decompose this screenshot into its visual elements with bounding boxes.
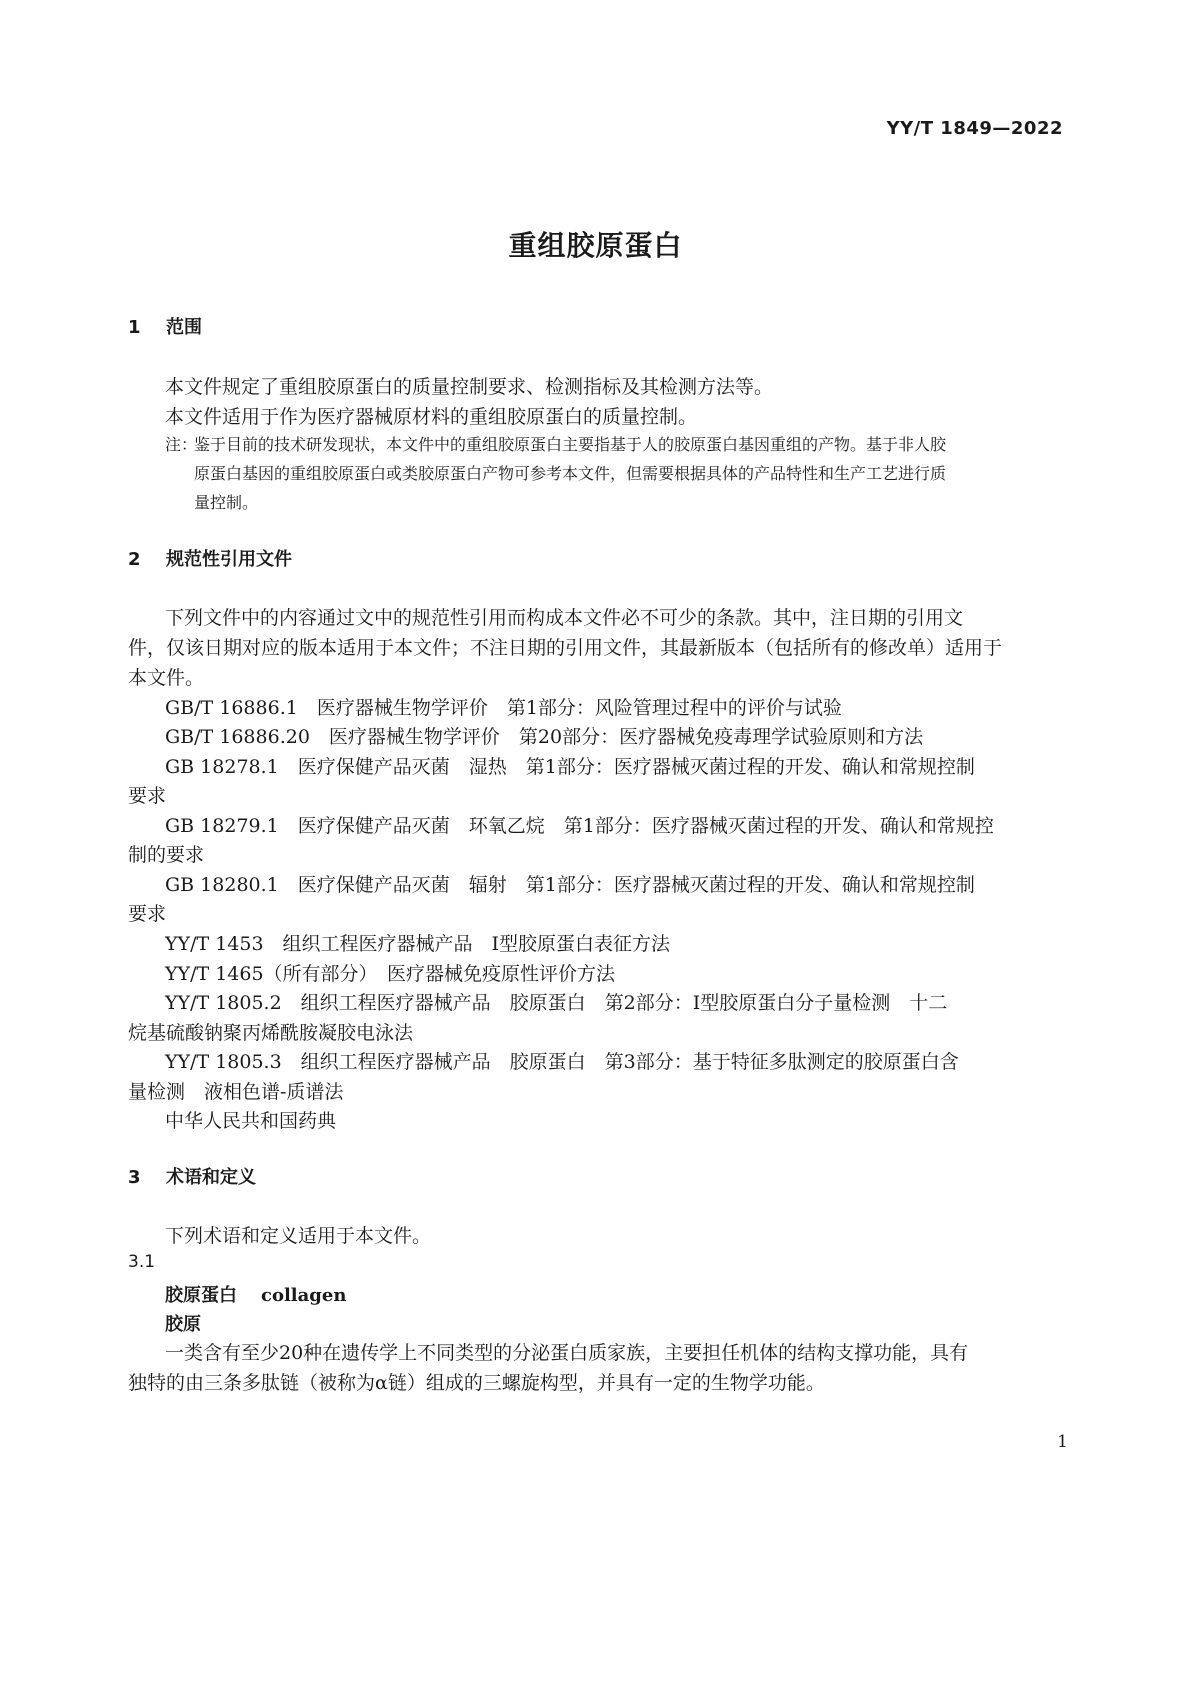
term-english: collagen (261, 1285, 347, 1306)
paragraph-line: 下列文件中的内容通过文中的规范性引用而构成本文件必不可少的条款。其中，注日期的引用文 (165, 607, 964, 629)
definition-line: 独特的由三条多肽链（被称为α链）组成的三螺旋构型，并具有一定的生物学功能。 (128, 1372, 825, 1394)
term-synonym: 胶原 (165, 1314, 201, 1335)
reference-item: YY/T 1465（所有部分） 医疗器械免疫原性评价方法 (165, 963, 616, 985)
section-2-heading (128, 545, 292, 571)
paragraph: 本文件适用于作为医疗器械原材料的重组胶原蛋白的质量控制。 (165, 406, 698, 428)
section-3-heading (128, 1163, 256, 1189)
reference-item: GB/T 16886.20 医疗器械生物学评价 第20部分：医疗器械免疫毒理学试验原则和方法 (165, 726, 924, 748)
note-label: 注： (165, 435, 198, 454)
reference-item: YY/T 1805.3 组织工程医疗器械产品 胶原蛋白 第3部分：基于特征多肽测定的胶原蛋白含 (165, 1051, 959, 1073)
reference-item-continuation: 制的要求 (128, 844, 205, 866)
reference-item-continuation: 要求 (128, 785, 167, 807)
reference-item-continuation: 烷基硫酸钠聚丙烯酰胺凝胶电泳法 (128, 1022, 414, 1044)
section-title: 规范性引用文件 (166, 549, 292, 570)
document-title: 重组胶原蛋白 (508, 229, 683, 262)
note-line: 量控制。 (194, 493, 259, 512)
section-number: 3 (128, 1167, 141, 1188)
reference-item: GB 18278.1 医疗保健产品灭菌 湿热 第1部分：医疗器械灭菌过程的开发、确认和常规控制 (165, 756, 975, 778)
section-number: 2 (128, 549, 141, 570)
reference-item: YY/T 1453 组织工程医疗器械产品 Ⅰ型胶原蛋白表征方法 (165, 933, 671, 955)
term-number: 3.1 (128, 1252, 156, 1272)
reference-item: GB 18280.1 医疗保健产品灭菌 辐射 第1部分：医疗器械灭菌过程的开发、确认和常规控制 (165, 874, 975, 896)
section-number: 1 (128, 317, 141, 338)
section-title: 术语和定义 (166, 1167, 256, 1188)
paragraph: 下列术语和定义适用于本文件。 (165, 1225, 432, 1247)
section-1-heading (128, 313, 202, 339)
paragraph-line: 本文件。 (128, 667, 205, 689)
reference-item: GB 18279.1 医疗保健产品灭菌 环氧乙烷 第1部分：医疗器械灭菌过程的开发、确认和常规控 (165, 815, 994, 837)
section-title: 范围 (166, 317, 202, 338)
note-line: 原蛋白基因的重组胶原蛋白或类胶原蛋白产物可参考本文件，但需要根据具体的产品特性和生产工艺进行质 (194, 464, 947, 483)
paragraph: 本文件规定了重组胶原蛋白的质量控制要求、检测指标及其检测方法等。 (165, 376, 774, 398)
reference-item: 中华人民共和国药典 (165, 1110, 337, 1132)
paragraph-line: 件，仅该日期对应的版本适用于本文件；不注日期的引用文件，其最新版本（包括所有的修改单）适用于 (128, 637, 1003, 659)
page-number: 1 (1057, 1432, 1068, 1452)
reference-item: GB/T 16886.1 医疗器械生物学评价 第1部分：风险管理过程中的评价与试验 (165, 697, 842, 719)
term-entry (165, 1281, 346, 1307)
reference-item-continuation: 要求 (128, 903, 167, 925)
note-line: 鉴于目前的技术研发现状，本文件中的重组胶原蛋白主要指基于人的胶原蛋白基因重组的产物。基于非人胶 (194, 435, 947, 454)
document-code: YY/T 1849—2022 (886, 118, 1063, 139)
reference-item-continuation: 量检测 液相色谱-质谱法 (128, 1081, 344, 1103)
definition-line: 一类含有至少20种在遗传学上不同类型的分泌蛋白质家族，主要担任机体的结构支撑功能，具有 (165, 1342, 969, 1364)
term-name: 胶原蛋白 (165, 1285, 237, 1306)
reference-item: YY/T 1805.2 组织工程医疗器械产品 胶原蛋白 第2部分：Ⅰ型胶原蛋白分子量检测 十二 (165, 992, 948, 1014)
